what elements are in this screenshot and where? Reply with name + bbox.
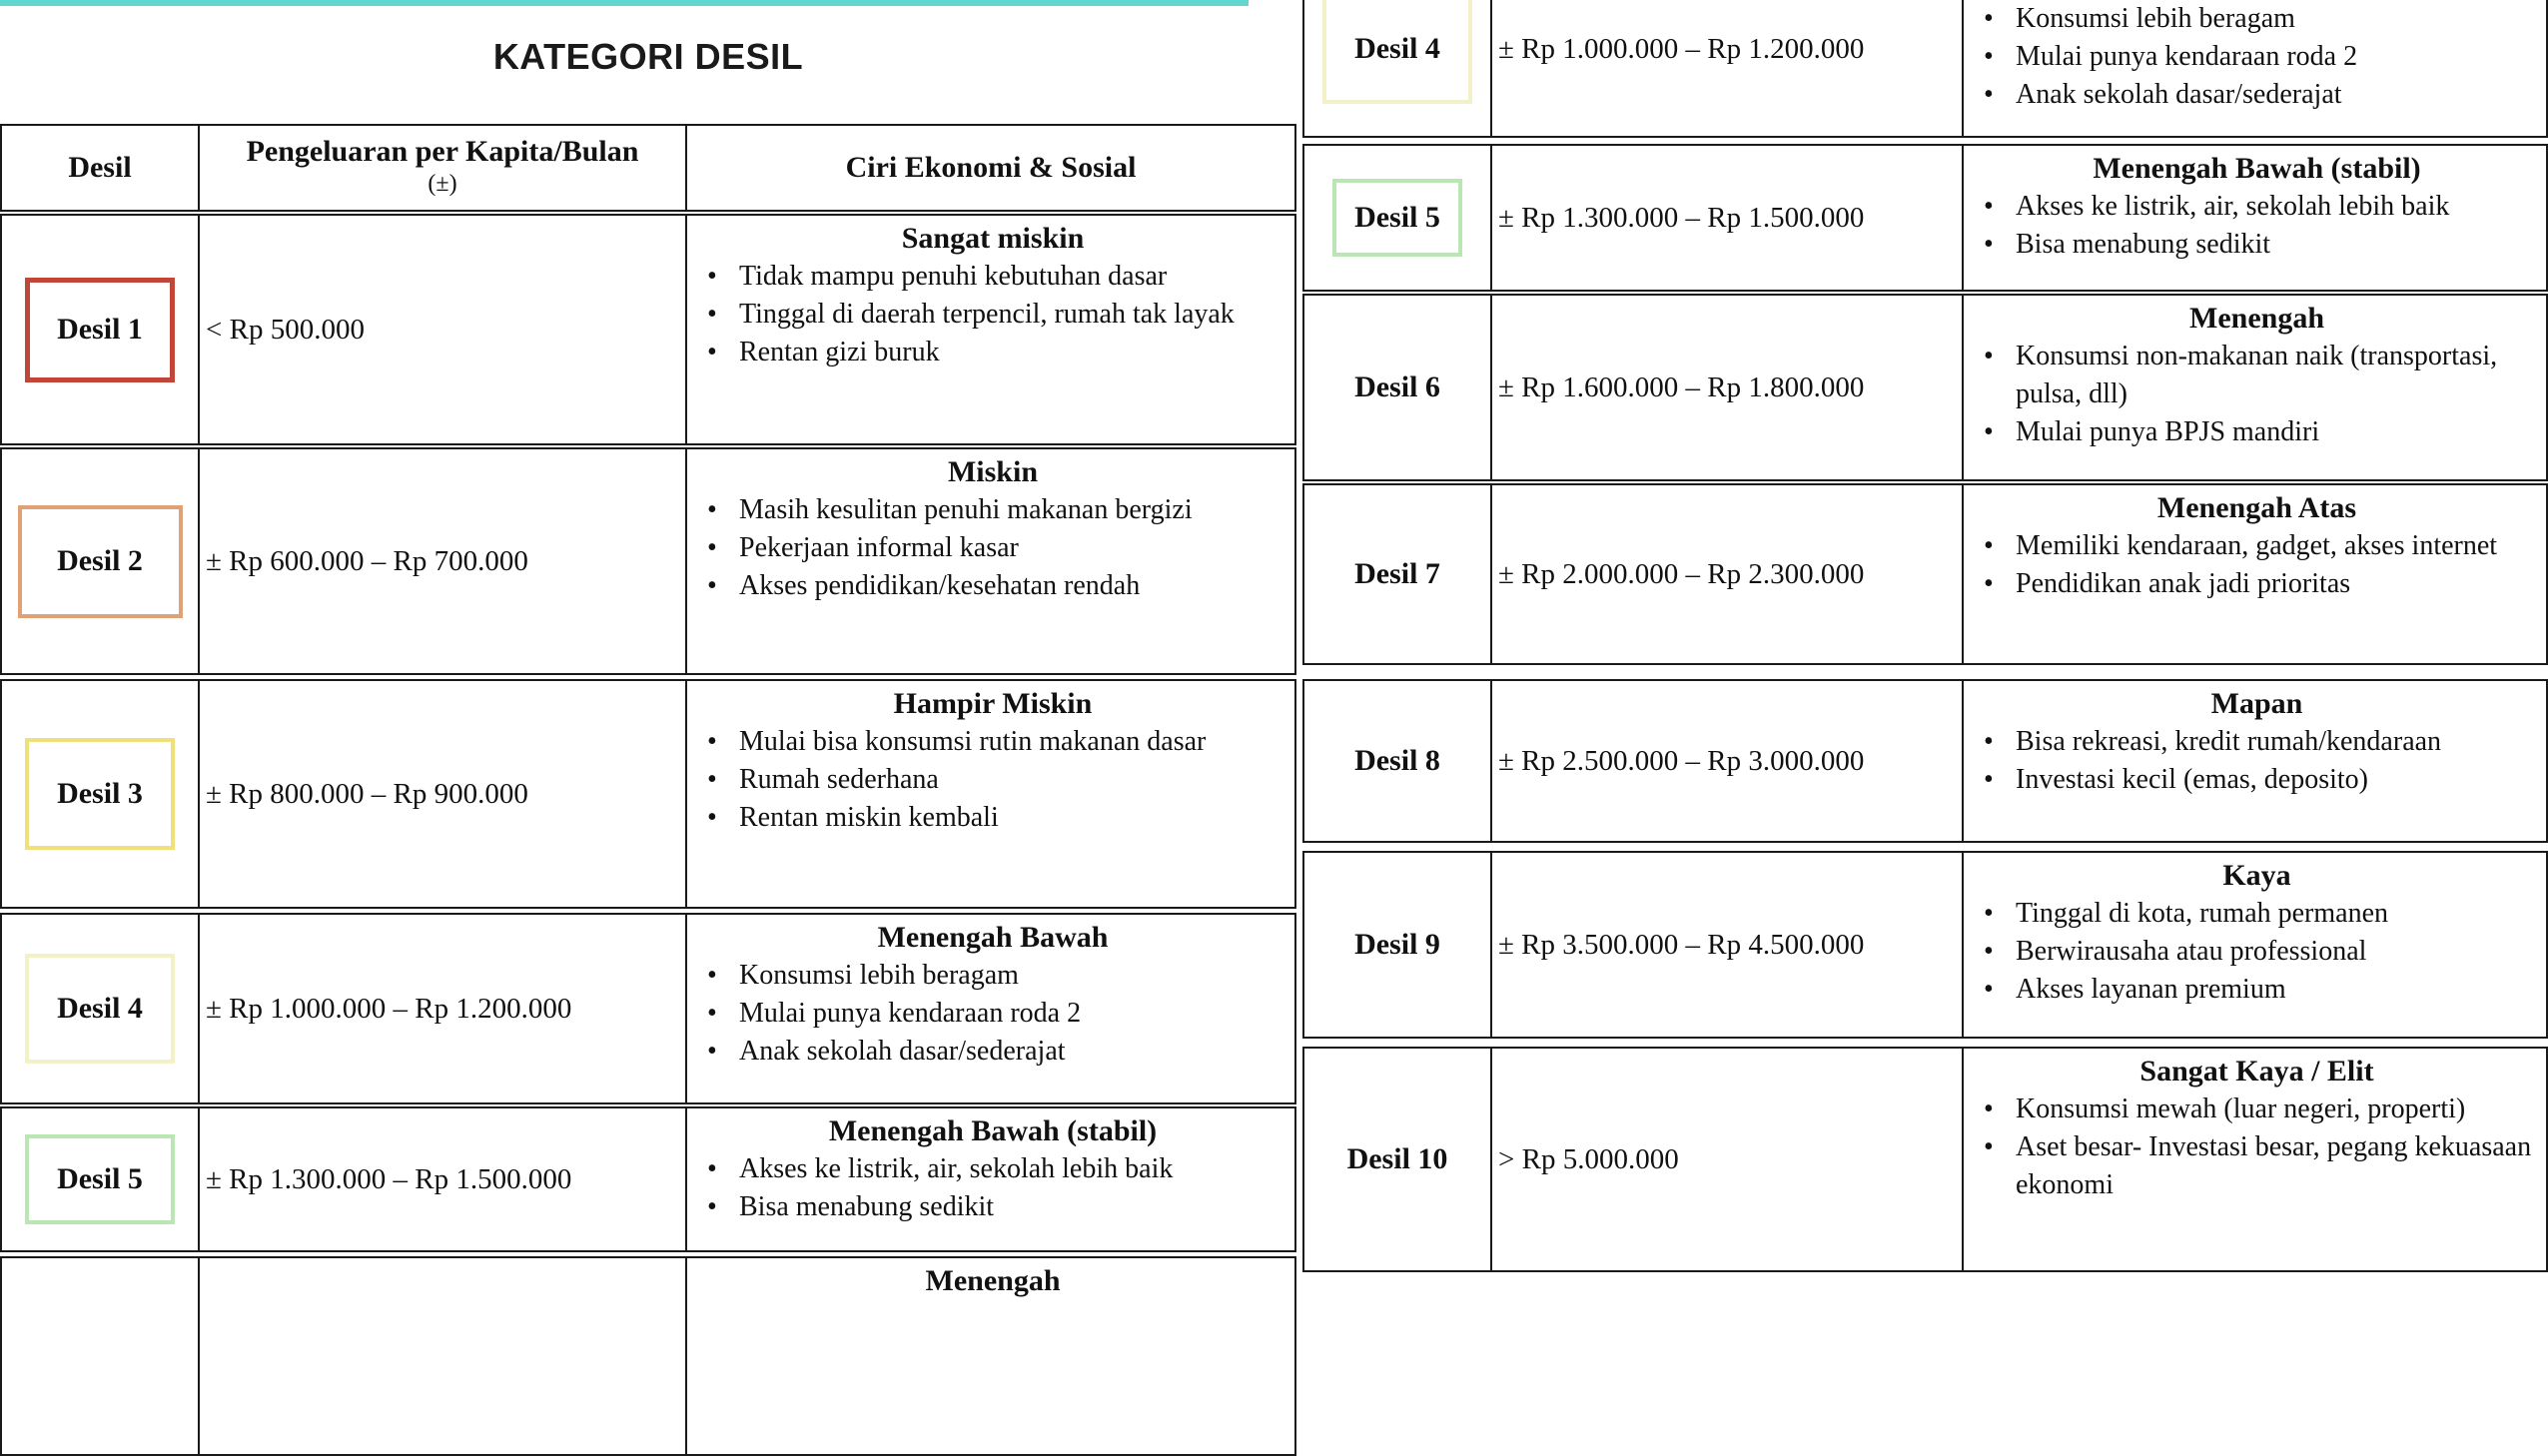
range-cell [198,679,687,909]
table-row-desil-10 [1302,1047,2548,1272]
table-row-desil-6 [1302,294,2548,481]
range-text: ± Rp 1.300.000 – Rp 1.500.000 [1498,201,1865,234]
desil-cell [1302,679,1492,843]
category-title: Kaya [2222,859,2291,892]
range-cell [1490,0,1964,138]
bullet-list [701,723,1284,837]
desil-label: Desil 1 [57,313,143,346]
bullet-item: • Konsumsi lebih beragam [1978,0,2536,38]
bullet-list [701,258,1284,371]
range-text: < Rp 500.000 [206,313,365,346]
range-cell [1490,144,1964,292]
desil-label: Desil 5 [57,1162,143,1195]
bullet-item: • Konsumsi non-makanan naik (transportasi, pulsa, dll) [1978,338,2536,413]
range-cell [1490,851,1964,1039]
bullet-item: • Akses ke listrik, air, sekolah lebih baik [701,1150,1284,1188]
desil-cell [1302,144,1492,292]
range-cell [1490,294,1964,481]
range-text: ± Rp 1.000.000 – Rp 1.200.000 [206,992,572,1025]
page-title: KATEGORI DESIL [492,36,804,77]
table-row-desil-4 [0,913,1296,1104]
desil-cell [1302,851,1492,1039]
bullet-item: • Tinggal di kota, rumah permanen [1978,895,2536,933]
desil-cell [1302,294,1492,481]
range-text: ± Rp 2.000.000 – Rp 2.300.000 [1498,557,1865,590]
range-text: ± Rp 800.000 – Rp 900.000 [206,777,528,810]
ciri-cell [1962,679,2548,843]
range-cell [1490,483,1964,665]
right-panel [1296,0,2548,1278]
range-text: ± Rp 1.000.000 – Rp 1.200.000 [1498,32,1865,65]
category-title: Sangat miskin [901,222,1085,255]
bullet-item: • Akses pendidikan/kesehatan rendah [701,567,1284,605]
range-text: ± Rp 600.000 – Rp 700.000 [206,544,528,577]
bullet-item: • Rentan gizi buruk [701,334,1284,371]
desil-cell [0,214,200,445]
range-text: ± Rp 1.600.000 – Rp 1.800.000 [1498,370,1865,403]
bullet-item: • Anak sekolah dasar/sederajat [1978,76,2536,114]
desil-cell [0,679,200,909]
table-row-desil-4 [1302,0,2548,138]
table-row-desil-3 [0,679,1296,909]
category-title: Hampir Miskin [893,687,1093,720]
category-title: Menengah [2189,302,2324,335]
ciri-cell [685,214,1296,445]
bullet-item: • Pekerjaan informal kasar [701,529,1284,567]
range-text: ± Rp 1.300.000 – Rp 1.500.000 [206,1162,572,1195]
ciri-cell [685,1256,1296,1456]
header-ciri-label: Ciri Ekonomi & Sosial [845,151,1137,184]
bullet-item: • Tidak mampu penuhi kebutuhan dasar [701,258,1284,296]
bullet-item: • Masih kesulitan penuhi makanan bergizi [701,491,1284,529]
desil-label: Desil 7 [1354,557,1440,590]
ciri-cell [1962,483,2548,665]
table-row-desil-9 [1302,851,2548,1039]
table-row-desil-2 [0,447,1296,675]
bullet-item: • Konsumsi lebih beragam [701,957,1284,995]
desil-cell [1302,483,1492,665]
header-desil-label: Desil [68,151,132,184]
desil-cell [1302,0,1492,138]
category-title: Menengah Bawah [877,921,1109,954]
ciri-cell [1962,144,2548,292]
desil-label: Desil 9 [1354,928,1440,961]
bullet-item: • Investasi kecil (emas, deposito) [1978,761,2536,799]
bullet-item: • Mulai bisa konsumsi rutin makanan dasar [701,723,1284,761]
ciri-cell [685,679,1296,909]
desil-label: Desil 8 [1354,744,1440,777]
header-ciri [685,124,1296,212]
bullet-item: • Aset besar- Investasi besar, pegang kekuasaan ekonomi [1978,1128,2536,1204]
category-title: Menengah [925,1264,1061,1297]
desil-label: Desil 5 [1354,201,1440,234]
header-pengeluaran-sub: (±) [427,171,457,197]
header-desil [0,124,200,212]
bullet-item: • Akses layanan premium [1978,971,2536,1009]
table-header-row [0,124,1296,212]
bullet-item: • Rumah sederhana [701,761,1284,799]
range-cell [198,913,687,1104]
bullet-list [1978,1091,2536,1204]
ciri-cell [1962,0,2548,138]
table-row-desil-1 [0,214,1296,445]
bullet-list [701,1150,1284,1226]
desil-cell [1302,1047,1492,1272]
ciri-cell [1962,851,2548,1039]
range-cell [198,447,687,675]
bullet-list [701,957,1284,1071]
bullet-list [1978,723,2536,799]
range-cell [1490,1047,1964,1272]
table-row-desil-5 [1302,144,2548,292]
desil-5-frame [25,1134,175,1224]
desil-label: Desil 4 [57,992,143,1025]
table-row-desil-6-partial [0,1256,1296,1456]
range-cell [198,1106,687,1252]
category-title: Miskin [947,455,1039,488]
table-row-desil-7 [1302,483,2548,665]
bullet-item: • Konsumsi mewah (luar negeri, properti) [1978,1091,2536,1128]
ciri-cell [685,447,1296,675]
bullet-item: • Rentan miskin kembali [701,799,1284,837]
bullet-item: • Mulai punya kendaraan roda 2 [1978,38,2536,76]
bullet-item: • Akses ke listrik, air, sekolah lebih baik [1978,188,2536,226]
desil-label: Desil 3 [57,777,143,810]
bullet-item: • Memiliki kendaraan, gadget, akses internet [1978,527,2536,565]
header-pengeluaran-label: Pengeluaran per Kapita/Bulan [246,135,639,168]
bullet-item: • Anak sekolah dasar/sederajat [701,1033,1284,1071]
desil-label: Desil 10 [1346,1142,1448,1175]
range-text: > Rp 5.000.000 [1498,1142,1679,1175]
range-cell [198,1256,687,1456]
header-pengeluaran [198,124,687,212]
bullet-item: • Mulai punya BPJS mandiri [1978,413,2536,451]
ciri-cell [685,1106,1296,1252]
desil-label: Desil 6 [1354,370,1440,403]
range-text: ± Rp 3.500.000 – Rp 4.500.000 [1498,928,1865,961]
category-title: Menengah Bawah (stabil) [2093,152,2421,185]
bullet-item: • Pendidikan anak jadi prioritas [1978,565,2536,603]
bullet-item: • Tinggal di daerah terpencil, rumah tak layak [701,296,1284,334]
bullet-list [1978,188,2536,264]
table-row-desil-8 [1302,679,2548,843]
bullet-item: • Mulai punya kendaraan roda 2 [701,995,1284,1033]
range-text: ± Rp 2.500.000 – Rp 3.000.000 [1498,744,1865,777]
desil-5-frame [1332,179,1462,257]
teal-top-bar [0,0,1249,6]
bullet-list [1978,0,2536,114]
range-cell [1490,679,1964,843]
bullet-list [1978,338,2536,451]
category-title: Sangat Kaya / Elit [2139,1055,2374,1088]
category-title: Menengah Atas [2156,491,2357,524]
ciri-cell [685,913,1296,1104]
bullet-list [1978,527,2536,603]
bullet-list [701,491,1284,605]
table-row-desil-5 [0,1106,1296,1252]
bullet-list [1978,895,2536,1009]
category-title: Mapan [2210,687,2303,720]
desil-4-frame [25,954,175,1064]
desil-label: Desil 4 [1354,32,1440,65]
desil-3-frame [25,738,175,850]
bullet-item: • Bisa rekreasi, kredit rumah/kendaraan [1978,723,2536,761]
bullet-item: • Bisa menabung sedikit [701,1188,1284,1226]
desil-2-frame [18,505,183,618]
range-cell [198,214,687,445]
desil-label: Desil 2 [57,544,143,577]
desil-cell [0,913,200,1104]
desil-cell [0,447,200,675]
bullet-item: • Bisa menabung sedikit [1978,226,2536,264]
left-panel [0,0,1296,1297]
bullet-item: • Berwirausaha atau professional [1978,933,2536,971]
ciri-cell [1962,1047,2548,1272]
desil-cell [0,1256,200,1456]
desil-cell [0,1106,200,1252]
desil-1-frame [25,278,175,382]
desil-4-frame [1322,0,1472,104]
category-title: Menengah Bawah (stabil) [828,1114,1158,1147]
ciri-cell [1962,294,2548,481]
